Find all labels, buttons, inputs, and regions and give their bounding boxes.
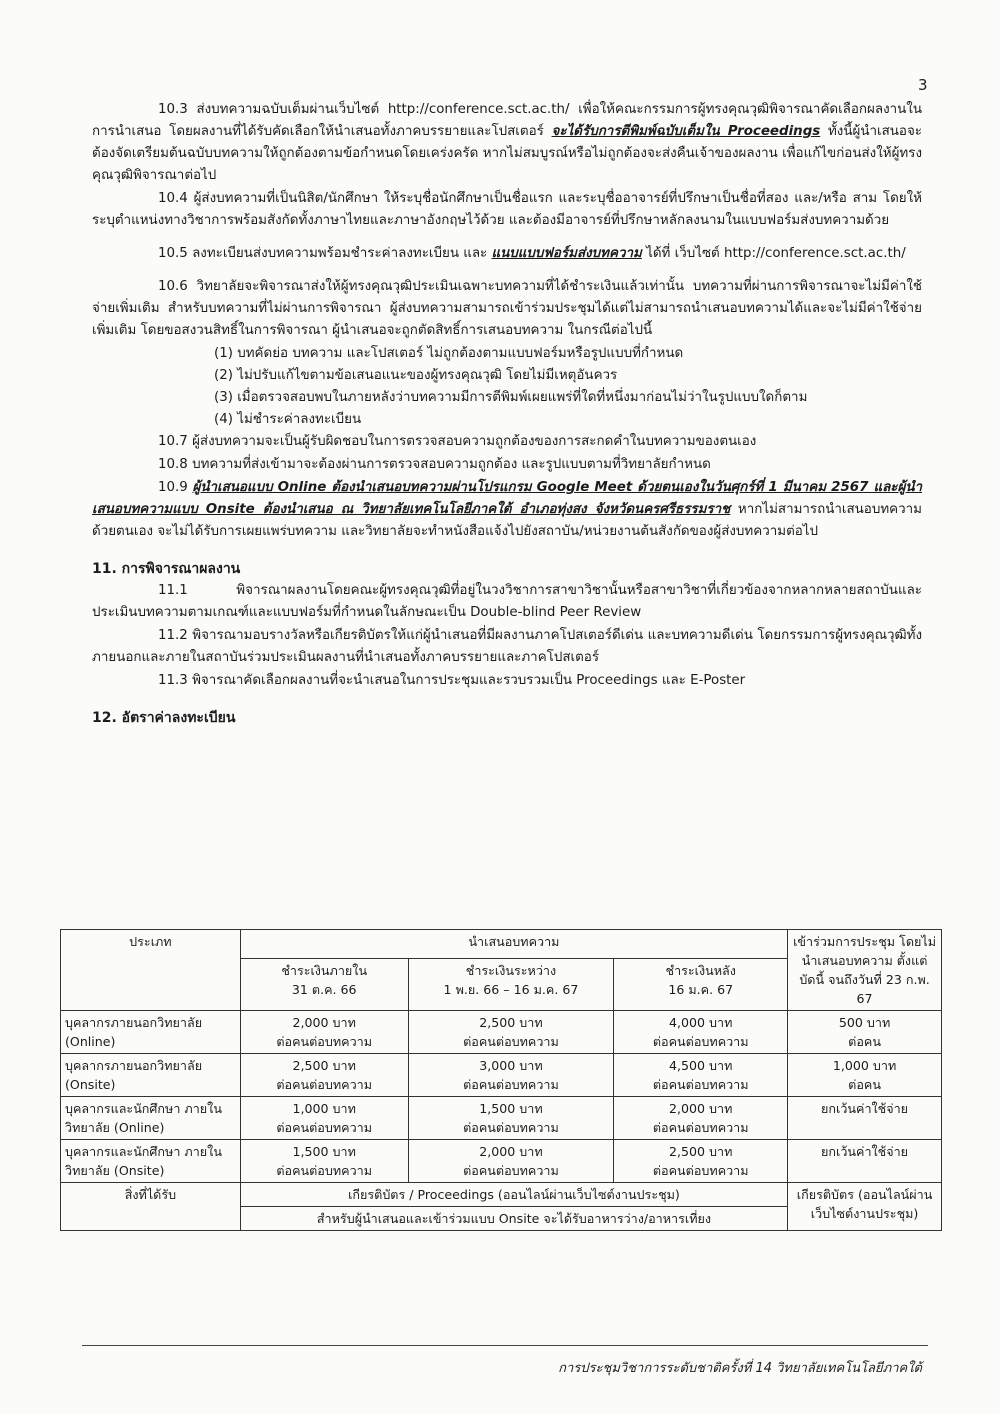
row-type: บุคลากรภายนอกวิทยาลัย (Online) — [61, 1011, 241, 1054]
emphasis-text: ผู้นำเสนอแบบ Online ต้องนำเสนอบทความผ่านโปรแกรม Google Meet ด้วยตนเองในวันศุกร์ที่ 1 มีนาคม 2567 และผู้นำเสนอบทความแบบ Onsite ต้องนำเสนอ ณ วิทยาลัยเทคโนโลยีภาคใต้ อำเภอทุ่งสง จังหวัดนครศรีธรรมราช — [92, 480, 922, 517]
benefit-label: สิ่งที่ได้รับ — [61, 1183, 241, 1231]
list-item: (4) ไม่ชำระค่าลงทะเบียน — [214, 412, 362, 427]
table-row — [61, 1140, 942, 1183]
table-row — [61, 1183, 942, 1207]
fee-cell: 2,500 บาท ต่อคนต่อบทความ — [408, 1011, 614, 1054]
section-heading-12: 12. อัตราค่าลงทะเบียน — [92, 710, 236, 726]
header-type: ประเภท — [61, 930, 241, 1011]
header-period: ชำระเงินระหว่าง 1 พ.ย. 66 – 16 ม.ค. 67 — [408, 959, 614, 1011]
list-item: (3) เมื่อตรวจสอบพบในภายหลังว่าบทความมีการตีพิมพ์เผยแพร่ที่ใดที่หนึ่งมาก่อนไม่ว่าในรูปแบบใดก็ตาม — [214, 390, 808, 405]
fee-cell: 2,500 บาท ต่อคนต่อบทความ — [240, 1054, 408, 1097]
row-type: บุคลากรและนักศึกษา ภายในวิทยาลัย (Onsite) — [61, 1140, 241, 1183]
fee-cell: 4,000 บาท ต่อคนต่อบทความ — [614, 1011, 788, 1054]
header-present: นำเสนอบทความ — [240, 930, 787, 959]
paragraph-10-8: 10.8 บทความที่ส่งเข้ามาจะต้องผ่านการตรวจสอบความถูกต้อง และรูปแบบตามที่วิทยาลัยกำหนด — [158, 457, 711, 472]
paragraph-10-9: 10.9 ผู้นำเสนอแบบ Online ต้องนำเสนอบทความผ่านโปรแกรม Google Meet ด้วยตนเองในวันศุกร์ที่ 1 มีนาคม 2567 และผู้นำเสนอบทความแบบ Onsite ต้องนำเสนอ ณ วิทยาลัยเทคโนโลยีภาคใต้ อำเภอทุ่งสง จังหวัดนครศรีธรรมราช หากไม่สามารถนำเสนอบทความด้วยตนเอง จะไม่ได้รับการเผยแพร่บทความ และวิทยาลัยจะทำหนังสือแจ้งไปยังสถาบัน/หน่วยงานต้นสังกัดของผู้ส่งบทความต่อไป — [92, 480, 922, 539]
list-item: (1) บทคัดย่อ บทความ และโปสเตอร์ ไม่ถูกต้องตามแบบฟอร์มหรือรูปแบบที่กำหนด — [214, 346, 684, 361]
benefit-cell: สำหรับผู้นำเสนอและเข้าร่วมแบบ Onsite จะได้รับอาหารว่าง/อาหารเที่ยง — [240, 1207, 787, 1231]
section-heading-11: 11. การพิจารณาผลงาน — [92, 561, 241, 577]
attend-cell: ยกเว้นค่าใช้จ่าย — [788, 1140, 942, 1183]
header-period: ชำระเงินภายใน 31 ต.ค. 66 — [240, 959, 408, 1011]
list-item: (2) ไม่ปรับแก้ไขตามข้อเสนอแนะของผู้ทรงคุณวุฒิ โดยไม่มีเหตุอันควร — [214, 368, 618, 383]
page-footer: การประชุมวิชาการระดับชาติครั้งที่ 14 วิทยาลัยเทคโนโลยีภาคใต้ — [558, 1361, 922, 1376]
page-number: 3 — [918, 76, 928, 94]
fee-cell: 2,000 บาท ต่อคนต่อบทความ — [240, 1011, 408, 1054]
header-period: ชำระเงินหลัง 16 ม.ค. 67 — [614, 959, 788, 1011]
paragraph-10-4: 10.4 ผู้ส่งบทความที่เป็นนิสิต/นักศึกษา ให้ระบุชื่อนักศึกษาเป็นชื่อแรก และระบุชื่ออาจารย์ที่ปรึกษาเป็นชื่อที่สอง และ/หรือ สาม โดยให้ระบุตำแหน่งทางวิชาการพร้อมสังกัดทั้งภาษาไทยและภาษาอังกฤษไว้ด้วย และต้องมีอาจารย์ที่ปรึกษาหลักลงนามในแบบฟอร์มส่งบทความด้วย — [92, 191, 922, 228]
paragraph-11-2: 11.2 พิจารณามอบรางวัลหรือเกียรติบัตรให้แก่ผู้นำเสนอที่มีผลงานภาคโปสเตอร์ดีเด่น และบทความดีเด่น โดยกรรมการผู้ทรงคุณวุฒิทั้งภายนอกและภายในสถาบันร่วมประเมินผลงานที่นำเสนอทั้งภาคบรรยายและภาคโปสเตอร์ — [92, 628, 922, 665]
attend-cell: 1,000 บาท ต่อคน — [788, 1054, 942, 1097]
paragraph-11-3: 11.3 พิจารณาคัดเลือกผลงานที่จะนำเสนอในการประชุมและรวบรวมเป็น Proceedings และ E-Poster — [158, 673, 746, 688]
benefit-cell: เกียรติบัตร / Proceedings (ออนไลน์ผ่านเว็บไซต์งานประชุม) — [240, 1183, 787, 1207]
fee-cell: 1,000 บาท ต่อคนต่อบทความ — [240, 1097, 408, 1140]
fee-cell: 1,500 บาท ต่อคนต่อบทความ — [240, 1140, 408, 1183]
row-type: บุคลากรและนักศึกษา ภายในวิทยาลัย (Online) — [61, 1097, 241, 1140]
footer-divider — [82, 1345, 928, 1346]
table-header-row — [61, 930, 942, 959]
attend-cell: 500 บาท ต่อคน — [788, 1011, 942, 1054]
fee-cell: 3,000 บาท ต่อคนต่อบทความ — [408, 1054, 614, 1097]
fee-cell: 2,000 บาท ต่อคนต่อบทความ — [614, 1097, 788, 1140]
row-type: บุคลากรภายนอกวิทยาลัย (Onsite) — [61, 1054, 241, 1097]
registration-fee-table — [60, 929, 942, 1231]
table-row — [61, 1054, 942, 1097]
paragraph-10-7: 10.7 ผู้ส่งบทความจะเป็นผู้รับผิดชอบในการตรวจสอบความถูกต้องของการสะกดคำในบทความของตนเอง — [158, 434, 757, 449]
fee-cell: 4,500 บาท ต่อคนต่อบทความ — [614, 1054, 788, 1097]
attend-cell: ยกเว้นค่าใช้จ่าย — [788, 1097, 942, 1140]
paragraph-10-6: 10.6 วิทยาลัยจะพิจารณาส่งให้ผู้ทรงคุณวุฒิประเมินเฉพาะบทความที่ได้ชำระเงินแล้วเท่านั้น บทความที่ผ่านการพิจารณาจะไม่มีค่าใช้จ่ายเพิ่มเติม สำหรับบทความที่ไม่ผ่านการพิจารณา ผู้ส่งบทความสามารถเข้าร่วมประชุมได้แต่ไม่สามารถนำเสนอบทความได้และจะไม่มีค่าใช้จ่ายเพิ่มเติม โดยขอสงวนสิทธิ์ในการพิจารณา ผู้นำเสนอจะถูกตัดสิทธิ์การเสนอบทความ ในกรณีต่อไปนี้ — [92, 279, 922, 338]
paragraph-11-1: 11.1 พิจารณาผลงานโดยคณะผู้ทรงคุณวุฒิที่อยู่ในวงวิชาการสาขาวิชานั้นหรือสาขาวิชาที่เกี่ยวข้องจากหลากหลายสถาบันและประเมินบทความตามเกณฑ์และแบบฟอร์มที่กำหนดในลักษณะเป็น Double-blind Peer Review — [92, 583, 922, 620]
document-body — [92, 99, 922, 729]
fee-cell: 2,500 บาท ต่อคนต่อบทความ — [614, 1140, 788, 1183]
header-attend: เข้าร่วมการประชุม โดยไม่นำเสนอบทความ ตั้งแต่บัดนี้ จนถึงวันที่ 23 ก.พ. 67 — [788, 930, 942, 1011]
benefit-attend: เกียรติบัตร (ออนไลน์ผ่านเว็บไซต์งานประชุม) — [788, 1183, 942, 1231]
emphasis-text: แนบแบบฟอร์มส่งบทความ — [491, 246, 642, 261]
table-row — [61, 1097, 942, 1140]
paragraph-10-3: 10.3 ส่งบทความฉบับเต็มผ่านเว็บไซต์ http://conference.sct.ac.th/ เพื่อให้คณะกรรมการผู้ทรงคุณวุฒิพิจารณาคัดเลือกผลงานในการนำเสนอ โดยผลงานที่ได้รับคัดเลือกให้นำเสนอทั้งภาคบรรยายและโปสเตอร์ จะได้รับการตีพิมพ์ฉบับเต็มใน Proceedings ทั้งนี้ผู้นำเสนอจะต้องจัดเตรียมต้นฉบับบทความให้ถูกต้องตามข้อกำหนดโดยเคร่งครัด หากไม่สมบูรณ์หรือไม่ถูกต้องจะส่งคืนเจ้าของผลงาน เพื่อแก้ไขก่อนส่งให้ผู้ทรงคุณวุฒิพิจารณาต่อไป — [92, 102, 923, 183]
emphasis-text: จะได้รับการตีพิมพ์ฉบับเต็มใน Proceedings — [551, 124, 821, 139]
fee-cell: 2,000 บาท ต่อคนต่อบทความ — [408, 1140, 614, 1183]
fee-cell: 1,500 บาท ต่อคนต่อบทความ — [408, 1097, 614, 1140]
paragraph-10-5: 10.5 ลงทะเบียนส่งบทความพร้อมชำระค่าลงทะเบียน และ แนบแบบฟอร์มส่งบทความ ได้ที่ เว็บไซต์ http://conference.sct.ac.th/ — [158, 246, 906, 261]
table-row — [61, 1011, 942, 1054]
